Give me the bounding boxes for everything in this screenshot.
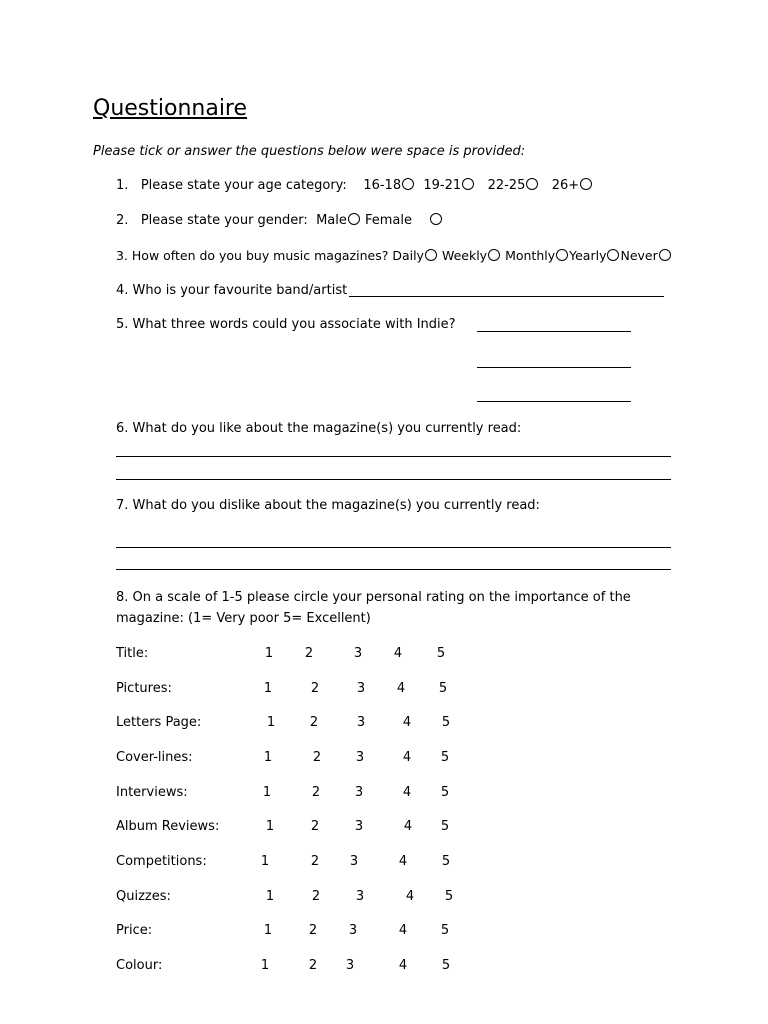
q2-option-male: Male	[316, 213, 347, 228]
q4-answer-line[interactable]	[349, 296, 664, 297]
q3-text: 3. How often do you buy music magazines?	[116, 248, 389, 263]
rating-option-5[interactable]: 5	[440, 923, 450, 938]
rating-option-2[interactable]: 2	[309, 715, 319, 730]
rating-option-1[interactable]: 1	[264, 646, 274, 661]
rating-row-label: Title:	[116, 646, 149, 661]
q3-option-daily: Daily	[392, 248, 424, 263]
radio-22-25[interactable]	[526, 178, 538, 190]
rating-option-2[interactable]: 2	[310, 681, 320, 696]
rating-option-4[interactable]: 4	[402, 750, 412, 765]
rating-option-5[interactable]: 5	[438, 681, 448, 696]
rating-option-4[interactable]: 4	[402, 715, 412, 730]
rating-option-1[interactable]: 1	[263, 681, 273, 696]
q4-text: 4. Who is your favourite band/artist	[116, 283, 348, 298]
q1-number: 1.	[116, 178, 129, 193]
q5-text: 5. What three words could you associate with Indie?	[116, 317, 456, 332]
rating-option-5[interactable]: 5	[440, 750, 450, 765]
rating-option-2[interactable]: 2	[310, 854, 320, 869]
radio-16-18[interactable]	[402, 178, 414, 190]
rating-option-2[interactable]: 2	[304, 646, 314, 661]
rating-option-4[interactable]: 4	[393, 646, 403, 661]
rating-option-4[interactable]: 4	[398, 854, 408, 869]
rating-option-1[interactable]: 1	[266, 715, 276, 730]
rating-option-1[interactable]: 1	[265, 819, 275, 834]
radio-never[interactable]	[659, 249, 671, 261]
q8-text-line-2: magazine: (1= Very poor 5= Excellent)	[116, 611, 371, 626]
rating-row-label: Interviews:	[116, 785, 188, 800]
q3-option-never: Never	[620, 248, 658, 263]
rating-option-2[interactable]: 2	[311, 785, 321, 800]
rating-option-1[interactable]: 1	[263, 750, 273, 765]
q2-text: Please state your gender:	[140, 213, 308, 228]
rating-option-3[interactable]: 3	[354, 785, 364, 800]
rating-row-label: Competitions:	[116, 854, 207, 869]
rating-option-2[interactable]: 2	[311, 889, 321, 904]
rating-option-5[interactable]: 5	[441, 958, 451, 973]
q8-text-line-1: 8. On a scale of 1-5 please circle your personal rating on the importance of the	[116, 590, 631, 605]
radio-male[interactable]	[348, 213, 360, 225]
q2-option-female: Female	[365, 213, 413, 228]
rating-option-3[interactable]: 3	[355, 889, 365, 904]
rating-row-label: Quizzes:	[116, 889, 171, 904]
question-3	[116, 248, 672, 264]
rating-option-5[interactable]: 5	[444, 889, 454, 904]
radio-daily[interactable]	[425, 249, 437, 261]
rating-option-2[interactable]: 2	[310, 819, 320, 834]
question-1	[116, 178, 593, 194]
rating-option-5[interactable]: 5	[441, 854, 451, 869]
rating-option-5[interactable]: 5	[440, 785, 450, 800]
rating-option-1[interactable]: 1	[265, 889, 275, 904]
q3-option-monthly: Monthly	[505, 248, 556, 263]
rating-option-2[interactable]: 2	[312, 750, 322, 765]
rating-row-label: Letters Page:	[116, 715, 202, 730]
rating-option-3[interactable]: 3	[354, 819, 364, 834]
q1-option-19-21: 19-21	[423, 178, 462, 193]
rating-option-1[interactable]: 1	[260, 854, 270, 869]
rating-option-1[interactable]: 1	[262, 785, 272, 800]
rating-option-1[interactable]: 1	[263, 923, 273, 938]
rating-option-2[interactable]: 2	[308, 923, 318, 938]
rating-row-label: Album Reviews:	[116, 819, 220, 834]
q7-answer-line-2[interactable]	[116, 569, 671, 570]
q1-option-16-18: 16-18	[363, 178, 402, 193]
rating-option-4[interactable]: 4	[396, 681, 406, 696]
rating-option-1[interactable]: 1	[260, 958, 270, 973]
q7-text: 7. What do you dislike about the magazine(s) you currently read:	[116, 498, 540, 513]
rating-option-3[interactable]: 3	[348, 923, 358, 938]
radio-female[interactable]	[430, 213, 442, 225]
radio-yearly[interactable]	[607, 249, 619, 261]
rating-option-3[interactable]: 3	[353, 646, 363, 661]
q2-number: 2.	[116, 213, 129, 228]
q7-answer-line-1[interactable]	[116, 547, 671, 548]
q5-answer-line-3[interactable]	[477, 401, 631, 402]
rating-row-label: Colour:	[116, 958, 163, 973]
rating-row-label: Pictures:	[116, 681, 172, 696]
rating-option-4[interactable]: 4	[403, 819, 413, 834]
rating-option-4[interactable]: 4	[398, 923, 408, 938]
rating-option-4[interactable]: 4	[398, 958, 408, 973]
q5-answer-line-1[interactable]	[477, 331, 631, 332]
rating-option-3[interactable]: 3	[356, 681, 366, 696]
q1-text: Please state your age category:	[140, 178, 347, 193]
q1-option-22-25: 22-25	[487, 178, 526, 193]
rating-row-label: Price:	[116, 923, 153, 938]
rating-option-4[interactable]: 4	[405, 889, 415, 904]
instructions: Please tick or answer the questions below were space is provided:	[93, 144, 526, 159]
q5-answer-line-2[interactable]	[477, 367, 631, 368]
rating-option-5[interactable]: 5	[436, 646, 446, 661]
rating-option-3[interactable]: 3	[349, 854, 359, 869]
q3-option-weekly: Weekly	[441, 248, 488, 263]
rating-option-3[interactable]: 3	[345, 958, 355, 973]
radio-26plus[interactable]	[580, 178, 592, 190]
q6-answer-line-1[interactable]	[116, 456, 671, 457]
radio-monthly[interactable]	[556, 249, 568, 261]
page-title: Questionnaire	[93, 96, 248, 121]
q6-text: 6. What do you like about the magazine(s) you currently read:	[116, 421, 522, 436]
rating-option-3[interactable]: 3	[355, 750, 365, 765]
q1-option-26plus: 26+	[551, 178, 580, 193]
rating-option-4[interactable]: 4	[402, 785, 412, 800]
q6-answer-line-2[interactable]	[116, 479, 671, 480]
rating-row-label: Cover-lines:	[116, 750, 193, 765]
radio-19-21[interactable]	[462, 178, 474, 190]
rating-option-5[interactable]: 5	[441, 715, 451, 730]
question-2	[116, 213, 443, 229]
radio-weekly[interactable]	[488, 249, 500, 261]
q3-option-yearly: Yearly	[569, 248, 607, 263]
rating-option-2[interactable]: 2	[308, 958, 318, 973]
rating-option-3[interactable]: 3	[356, 715, 366, 730]
rating-option-5[interactable]: 5	[440, 819, 450, 834]
